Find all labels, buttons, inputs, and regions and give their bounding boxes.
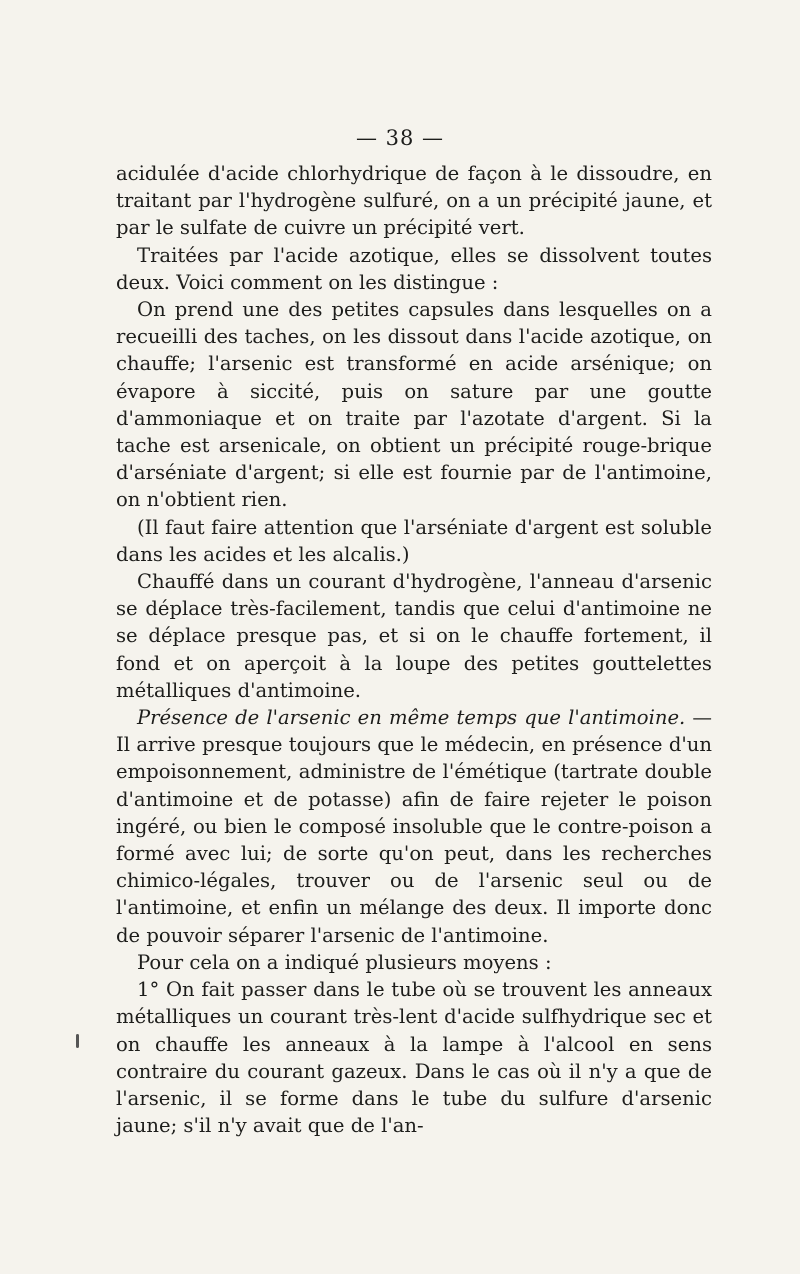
paragraph-5: Chauffé dans un courant d'hydrogène, l'anneau d'arsenic se déplace très-facilement, tandis que celui d'antimoine ne se déplace presque pas, et si on le chauffe fortement, il fond et on aperçoit à la loupe des petites gouttelettes métalliques d'antimoine. (116, 570, 712, 702)
paragraph-7: Pour cela on a indiqué plusieurs moyens : (137, 950, 552, 974)
paragraph-3: On prend une des petites capsules dans lesquelles on a recueilli des taches, on les dissout dans l'acide azotique, on chauffe; l'arsenic est transformé en acide arsénique; on évapore à siccité, puis on sature par une goutte d'ammoniaque et on traite par l'azotate d'argent. Si la tache est arsenicale, on obtient un précipité rouge-brique d'arséniate d'argent; si elle est fournie par de l'antimoine, on n'obtient rien. (116, 298, 712, 512)
paragraph-2: Traitées par l'acide azotique, elles se dissolvent toutes deux. Voici comment on les distingue : (116, 243, 712, 294)
paragraph-1: acidulée d'acide chlorhydrique de façon à le dissoudre, en traitant par l'hydrogène sulfuré, on a un précipité jaune, et par le sulfate de cuivre un précipité vert. (116, 162, 712, 240)
paragraph-4: (Il faut faire attention que l'arséniate d'argent est soluble dans les acides et les alcalis.) (116, 515, 712, 566)
paragraph-8: 1° On fait passer dans le tube où se trouvent les anneaux métalliques un courant très-lent d'acide sulfhydrique sec et on chauffe les anneaux à la lampe à l'alcool en sens contraire du courant gazeux. Dans le cas où il n'y a que de l'arsenic, il se forme dans le tube du sulfure d'arsenic jaune; s'il n'y avait que de l'an- (116, 978, 712, 1138)
ink-speck (76, 1034, 79, 1048)
section-heading-italic: Présence de l'arsenic en même temps que l'antimoine. (137, 706, 686, 730)
paragraph-6-text: — Il arrive presque toujours que le médecin, en présence d'un empoisonnement, administre de l'émétique (tartrate double d'antimoine et de potasse) afin de faire rejeter le poison ingéré, ou bien le composé insoluble que le contre-poison a formé avec lui; de sorte qu'on peut, dans les recherches chimico-légales, trouver ou de l'arsenic seul ou de l'antimoine, et enfin un mélange des deux. Il importe donc de pouvoir séparer l'arsenic de l'antimoine. (116, 706, 712, 947)
paragraph-6 (116, 704, 712, 949)
body-text (116, 160, 712, 1139)
page-number: — 38 — (355, 126, 445, 150)
